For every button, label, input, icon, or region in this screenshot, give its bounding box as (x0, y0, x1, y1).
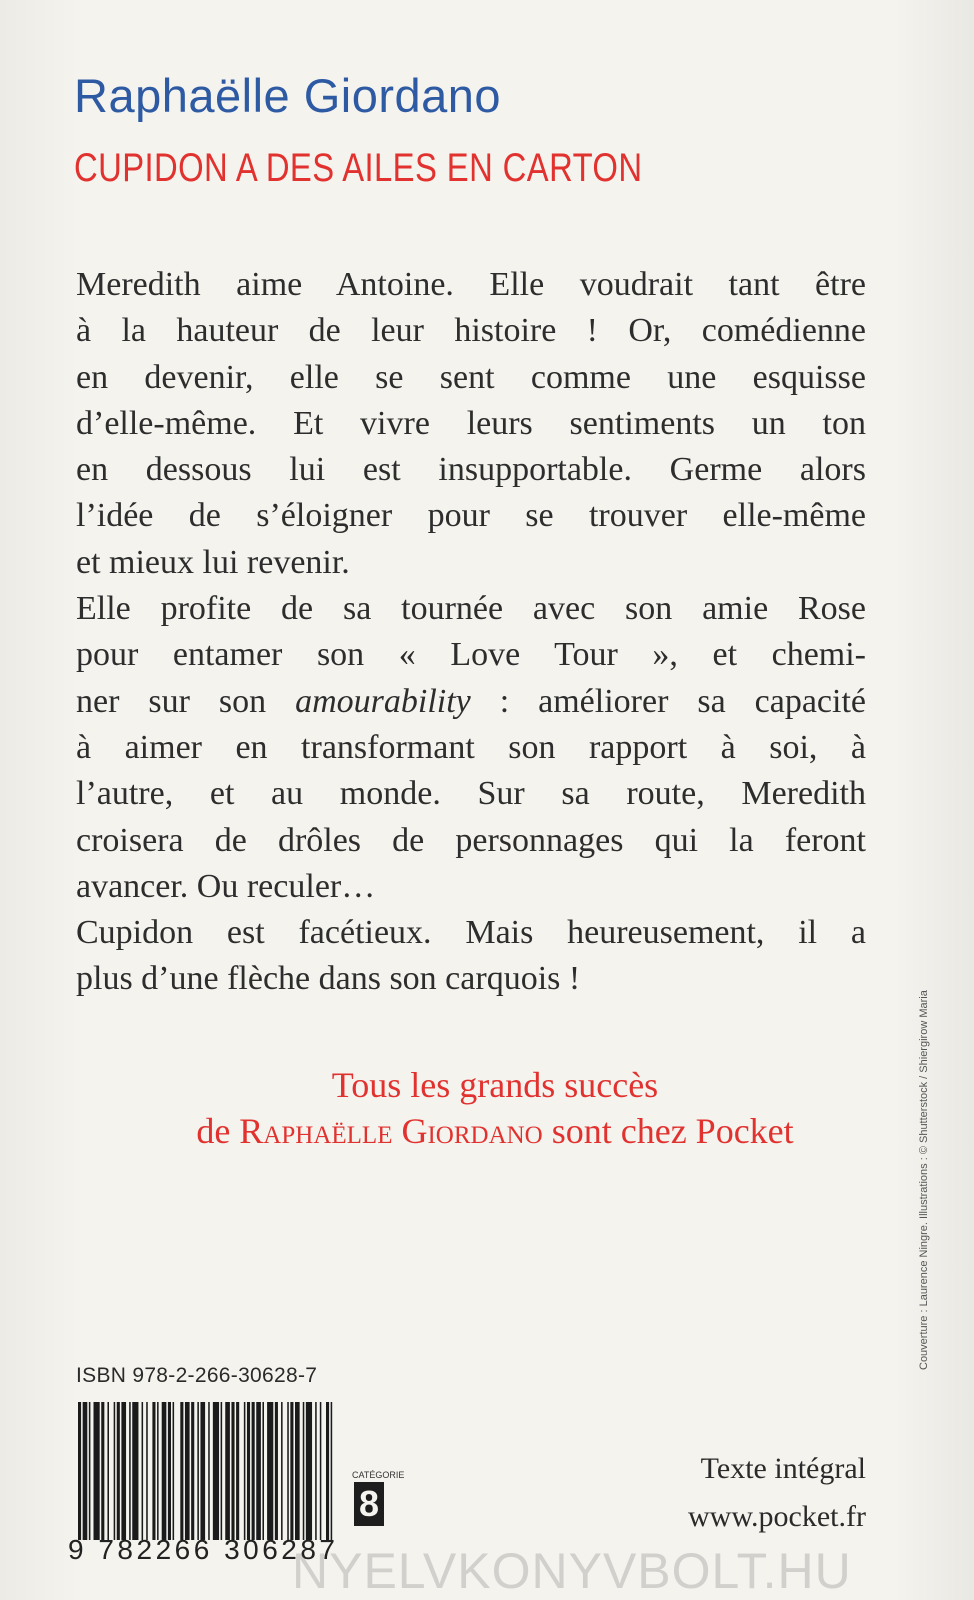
blurb-line: l’autre, et au monde. Sur sa route, Meredith (76, 775, 866, 813)
promo-segment: sont chez Pocket (542, 1111, 794, 1151)
blurb-line: et mieux lui revenir. (76, 543, 350, 581)
barcode-bar (231, 1402, 234, 1540)
promo-line: Tous les grands succès (331, 1065, 659, 1105)
barcode-bar (180, 1402, 183, 1540)
barcode-bar (142, 1402, 144, 1540)
barcode-bar (200, 1402, 205, 1540)
barcode-bar (262, 1402, 264, 1540)
barcode-bar (129, 1402, 131, 1540)
barcode-bar (267, 1402, 273, 1540)
promo-author-name: Raphaëlle Giordano (239, 1111, 543, 1151)
barcode-bar (152, 1402, 155, 1540)
barcode-bar (281, 1402, 283, 1540)
barcode-bar (256, 1402, 261, 1540)
barcode-bar (252, 1402, 255, 1540)
barcode-bar (197, 1402, 199, 1540)
barcode-bar (191, 1402, 194, 1540)
barcode-bar (208, 1402, 210, 1540)
blurb-line: avancer. Ou reculer… (76, 867, 376, 905)
blurb-line: à aimer en transformant son rapport à soi, à (76, 728, 866, 766)
barcode-bar (287, 1402, 289, 1540)
blurb-italic-word: amourability (295, 682, 471, 720)
blurb-line: pour entamer son « Love Tour », et chemi- (76, 636, 866, 674)
barcode-bar (315, 1402, 317, 1540)
cover-credit: Couverture : Laurence Ningre. Illustrations : © Shutterstock / Shiergirow Maria (918, 990, 930, 1370)
blurb-line: plus d’une flèche dans son carquois ! (76, 960, 581, 998)
blurb-line: Meredith aime Antoine. Elle voudrait tant être (76, 266, 866, 303)
barcode (76, 1402, 338, 1540)
barcode-bar (244, 1402, 246, 1540)
blurb-line: en devenir, elle se sent comme une esquisse (76, 358, 866, 396)
barcode-bar (303, 1402, 305, 1540)
promo-line (60, 1108, 930, 1154)
blurb-line: l’idée de s’éloigner pour se trouver elle-même (76, 497, 866, 535)
blurb-text (76, 262, 866, 1003)
promo-segment: de (196, 1111, 240, 1151)
barcode-bar (132, 1402, 138, 1540)
author-name: Raphaëlle Giordano (74, 69, 502, 122)
watermark: NYELVKONYVBOLT.HU (292, 1543, 852, 1599)
barcode-bar (275, 1402, 278, 1540)
blurb-line: Cupidon est facétieux. Mais heureusement, il a (76, 914, 866, 952)
barcode-bar (295, 1402, 300, 1540)
barcode-bar (114, 1402, 116, 1540)
barcode-bar (173, 1402, 175, 1540)
barcode-bar (78, 1402, 81, 1540)
blurb-line: d’elle-même. Et vivre leurs sentiments un ton (76, 404, 866, 442)
barcode-bar (121, 1402, 126, 1540)
barcode-bar (101, 1402, 104, 1540)
isbn-text: ISBN 978-2-266-30628-7 (76, 1364, 318, 1387)
website-link[interactable]: www.pocket.fr (688, 1500, 866, 1533)
barcode-bar (162, 1402, 167, 1540)
barcode-bar (213, 1402, 219, 1540)
barcode-bar (185, 1402, 190, 1540)
barcode-bar (320, 1402, 322, 1540)
blurb-segment: : améliorer sa capacité (470, 682, 866, 720)
barcode-digits: 9 782266 306287 (68, 1534, 339, 1565)
promo-text (60, 1062, 930, 1154)
barcode-bar (117, 1402, 120, 1540)
barcode-bar (290, 1402, 293, 1540)
blurb-line: Elle profite de sa tournée avec son amie Rose (76, 590, 866, 628)
blurb-line: croisera de drôles de personnages qui la feront (76, 821, 866, 859)
barcode-bar (306, 1402, 312, 1540)
barcode-bar (157, 1402, 159, 1540)
blurb-line: à la hauteur de leur histoire ! Or, comédienne (76, 312, 866, 350)
barcode-bar (331, 1402, 333, 1540)
barcode-bar (236, 1402, 239, 1540)
barcode-bar (326, 1402, 329, 1540)
barcode-bar (94, 1402, 100, 1540)
book-title: CUPIDON A DES AILES EN CARTON (74, 146, 643, 190)
barcode-bar (107, 1402, 109, 1540)
blurb-line-mixed (76, 679, 866, 725)
barcode-bar (221, 1402, 223, 1540)
barcode-bar (83, 1402, 88, 1540)
barcode-bar (225, 1402, 230, 1540)
blurb-segment: ner sur son (76, 682, 296, 720)
blurb-line: en dessous lui est insupportable. Germe alors (76, 451, 866, 489)
barcode-bar (168, 1402, 171, 1540)
category-label: CATÉGORIE (352, 1470, 405, 1480)
barcode-bar (89, 1402, 91, 1540)
barcode-bar (247, 1402, 250, 1540)
category-badge: 8 (354, 1482, 384, 1526)
barcode-bar (146, 1402, 148, 1540)
texte-integral-label: Texte intégral (700, 1452, 866, 1485)
